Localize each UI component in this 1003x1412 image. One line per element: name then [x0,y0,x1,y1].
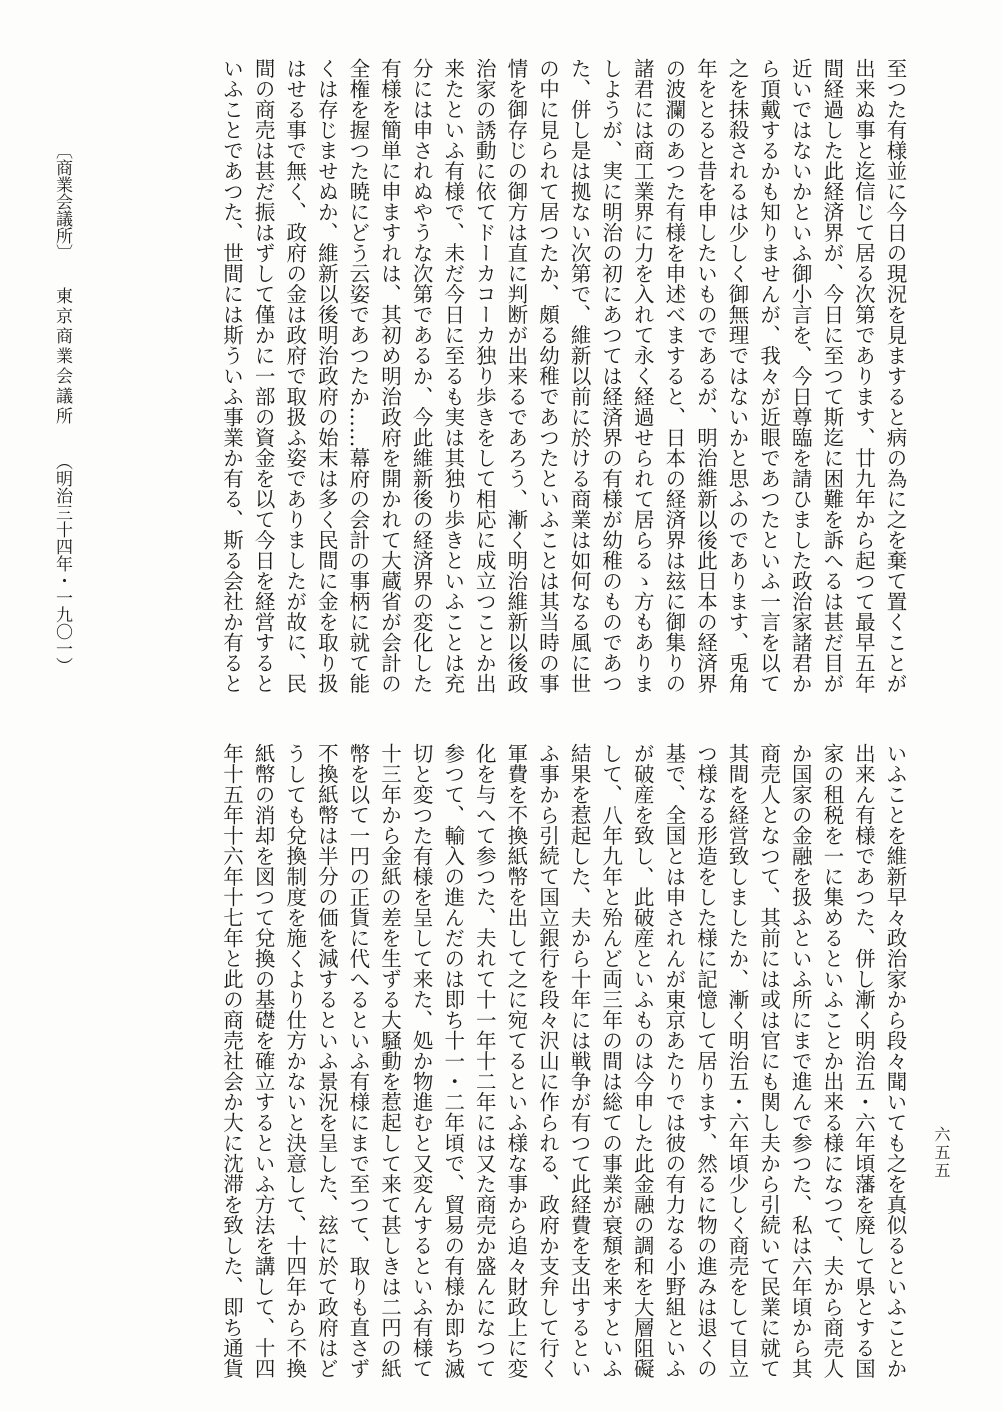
text-column: 近いではないかといふ御小言を、今日尊臨を請ひました政治家諸君か [788,58,813,694]
text-column: して、八年九年と殆んど両三年の間は総ての事業が衰頽を来すといふ [598,743,623,1379]
text-column: 出来ぬ事と迄信じて居る次第であります、廿九年から起つて最早五年 [851,58,876,694]
text-column: 切と変つた有様を呈して来た、処か物進むと又変んするといふ有様て [409,743,434,1379]
text-column: 有様を簡単に申ますれは、其初め明治政府を開かれて大蔵省が会計の [377,58,402,694]
text-column: つ様なる形造をした様に記憶して居ります、然るに物の進みは退くの [693,743,718,1379]
running-head [52,142,72,674]
text-column: 間経過した此経済界が、今日に至つて斯迄に困難を訴へるは甚だ目が [819,58,844,694]
text-column: 幣を以て一円の正貨に代へるといふ有様にまで至つて、取りも直さず [345,743,370,1379]
organization-label: 東京商業会議所 [52,287,72,427]
text-column: 全権を握つた暁にどう云姿であつたか……幕府の会計の事柄に就て能 [345,58,370,694]
text-column: 化を与へて参つた、夫れて十一年十二年には又た商売か盛んになつて [472,743,497,1379]
text-column: 其間を経営致しましたか、漸く明治五・六年頃少しく商売をして目立 [725,743,750,1379]
text-column: くは存じませぬか、維新以後明治政府の始末は多く民間に金を取り扱 [314,58,339,694]
text-column: いふことを維新早々政治家から段々聞いても之を真似るといふことか [883,743,907,1379]
text-column: 至つた有様並に今日の現況を見ますると病の為に之を棄て置くことが [883,58,907,694]
text-column: 来たといふ有様で、未だ今日に至るも実は其独り歩きといふことは充 [440,58,465,694]
text-column: 之を抹殺されるは少しく御無理ではないかと思ふのであります、兎角 [725,58,750,694]
era-label: （明治三十四年・一九〇一） [52,453,72,674]
text-column: た、併し是は拠ない次第で、維新以前に於ける商業は如何なる風に世 [567,58,592,694]
text-column: 年十五年十六年十七年と此の商売社会か大に沈滞を致した、即ち通貨 [219,743,244,1379]
text-column: 結果を惹起した、夫から十年には戦争が有つて此経費を支出するとい [567,743,592,1379]
text-column: ら頂戴するかも知りませんが、我々が近眼であつたといふ一言を以て [756,58,781,694]
text-column: 軍費を不換紙幣を出して之に宛てるといふ様な事から追々財政上に変 [503,743,528,1379]
text-column: 十三年から金紙の差を生ずる大騒動を惹起して来て甚しきは二円の紙 [377,743,402,1379]
text-column: 諸君には商工業界に力を入れて永く経過せられて居らるゝ方もありま [630,58,655,694]
lower-text-block [82,743,910,1379]
section-label: 〔商業会議所〕 [52,142,72,261]
text-column: 基で、全国とは申されんが東京あたりでは彼の有力なる小野組といふ [661,743,686,1379]
text-column: 家の租税を一に集めるといふことか出来る様になつて、夫から商売人 [819,743,844,1379]
text-column: 参つて、輸入の進んだのは即ち十一・二年頃で、貿易の有様か即ち滅 [440,743,465,1379]
text-column: ふ事から引続て国立銀行を段々沢山に作られる、政府か支弁して行く [535,743,560,1379]
text-column: 紙幣の消却を図つて兌換の基礎を確立するといふ方法を講して、十四 [251,743,276,1379]
page-number: 六五五 [932,1126,951,1180]
text-column: はせる事で無く、政府の金は政府で取扱ふ姿でありましたが故に、民 [282,58,307,694]
text-column: 商売人となつて、其前には或は官にも関し夫から引続いて民業に就て [756,743,781,1379]
text-column: いふことであつた、世間には斯ういふ事業か有る、斯る会社か有ると [219,58,244,694]
text-column: 不換紙幣は半分の価を減するといふ景況を呈した、玆に於て政府はど [314,743,339,1379]
text-column: しようが、実に明治の初にあつては経済界の有様が幼稚のものであつ [598,58,623,694]
text-column: か国家の金融を扱ふといふ所にまで進んで参つた、私は六年頃から其 [788,743,813,1379]
text-column: 年をとると昔を申したいものであるが、明治維新以後此日本の経済界 [693,58,718,694]
text-column: 間の商売は甚だ振はずして僅かに一部の資金を以て今日を経営すると [251,58,276,694]
text-column: 出来ん有様であつた、併し漸く明治五・六年頃藩を廃して県とする国 [851,743,876,1379]
text-column: 治家の誘動に依てドーカコーカ独り歩きをして相応に成立つことか出 [472,58,497,694]
text-column: の中に見られて居つたか、頗る幼稚であつたといふことは其当時の事 [535,58,560,694]
text-column: うしても兌換制度を施くより仕方かないと決意して、十四年から不換 [282,743,307,1379]
text-column: が破産を致し、此破産といふものは今申した此金融の調和を大層阻礙 [630,743,655,1379]
upper-text-block [82,58,910,694]
text-column: 分には申されぬやうな次第であるか、今此維新後の経済界の変化した [409,58,434,694]
text-column: の波瀾のあつた有様を申述べますると、日本の経済界は玆に御集りの [661,58,686,694]
text-column: 情を御存じの御方は直に判断が出来るであろう、漸く明治維新以後政 [503,58,528,694]
